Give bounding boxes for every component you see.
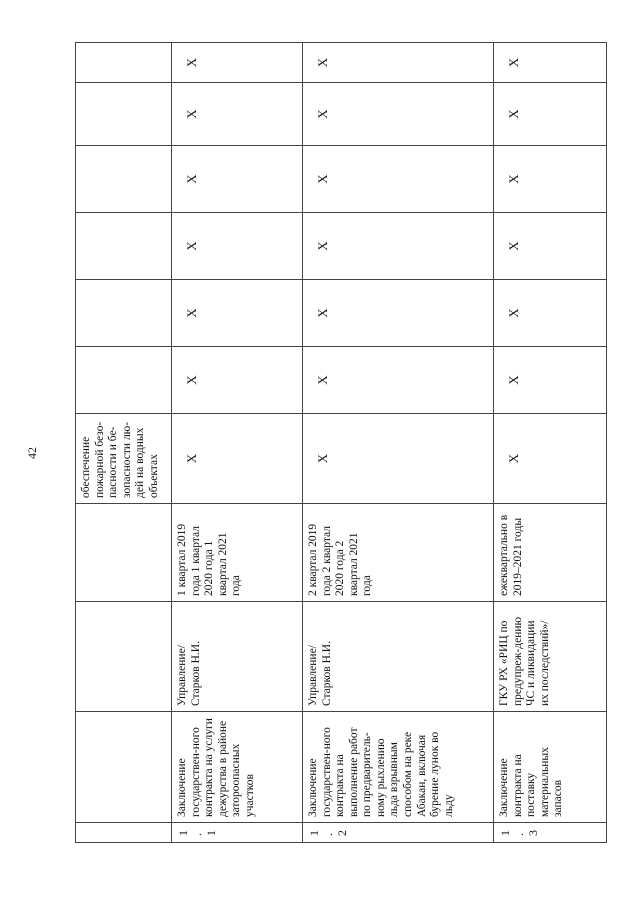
page-number: 42 [25, 447, 39, 459]
row-goal-mark: Х [303, 414, 494, 504]
header-cell-mark-3 [76, 213, 172, 280]
row-mark: Х [494, 213, 607, 280]
header-cell-mark-4 [76, 146, 172, 213]
row-activity-name: Заключение государствен-ного контракта на услуги дежурства в районе затороопасных участков [172, 712, 303, 823]
header-cell-goal: обеспечение пожарной безо-пасности и бе-зопасности лю-дей на водных объектах [76, 414, 172, 504]
header-cell-deadline [76, 504, 172, 602]
plan-table [75, 42, 607, 843]
row-mark: Х [494, 280, 607, 347]
row-mark: Х [172, 213, 303, 280]
row-deadline: 2 квартал 2019 года 2 квартал 2020 года 2 квартал 2021 года [303, 504, 494, 602]
row-mark: Х [172, 83, 303, 146]
table-row [303, 43, 494, 843]
row-mark: Х [494, 146, 607, 213]
header-cell-mark-2 [76, 280, 172, 347]
row-mark: Х [494, 43, 607, 83]
row-number: 1.3 [494, 823, 607, 843]
row-executor: ГКУ РХ «РИЦ по предупреж-дению ЧС и ликвидации их последствий»/ [494, 602, 607, 712]
row-executor: Управление/ Старков Н.И. [172, 602, 303, 712]
table-row [494, 43, 607, 843]
row-mark: Х [172, 43, 303, 83]
row-mark: Х [172, 146, 303, 213]
row-mark: Х [172, 280, 303, 347]
row-number: 1.2 [303, 823, 494, 843]
row-mark: Х [303, 347, 494, 414]
row-mark: Х [494, 347, 607, 414]
rotated-table-container [75, 43, 606, 843]
row-goal-mark: Х [494, 414, 607, 504]
table-row [172, 43, 303, 843]
header-row [76, 43, 172, 843]
row-goal-mark: Х [172, 414, 303, 504]
header-cell-mark-5 [76, 83, 172, 146]
row-mark: Х [303, 146, 494, 213]
row-activity-name: Заключение государствен-ного контракта на выполнение работ по предваритель-ному рыхлению льда взрывным способом на реке Абакан, включая бурение лунок во льду [303, 712, 494, 823]
row-executor: Управление/ Старков Н.И. [303, 602, 494, 712]
row-mark: Х [303, 213, 494, 280]
row-deadline: ежеквартально в 2019–2021 годы [494, 504, 607, 602]
row-mark: Х [303, 43, 494, 83]
row-mark: Х [172, 347, 303, 414]
header-cell-num [76, 823, 172, 843]
row-activity-name: Заключение контракта на поставку материальных запасов [494, 712, 607, 823]
header-cell-mark-6 [76, 43, 172, 83]
header-cell-name [76, 712, 172, 823]
row-mark: Х [494, 83, 607, 146]
row-number: 1.1 [172, 823, 303, 843]
header-cell-executor [76, 602, 172, 712]
row-mark: Х [303, 83, 494, 146]
header-cell-mark-1 [76, 347, 172, 414]
row-deadline: 1 квартал 2019 года 1 квартал 2020 года 1 квартал 2021 года [172, 504, 303, 602]
row-mark: Х [303, 280, 494, 347]
